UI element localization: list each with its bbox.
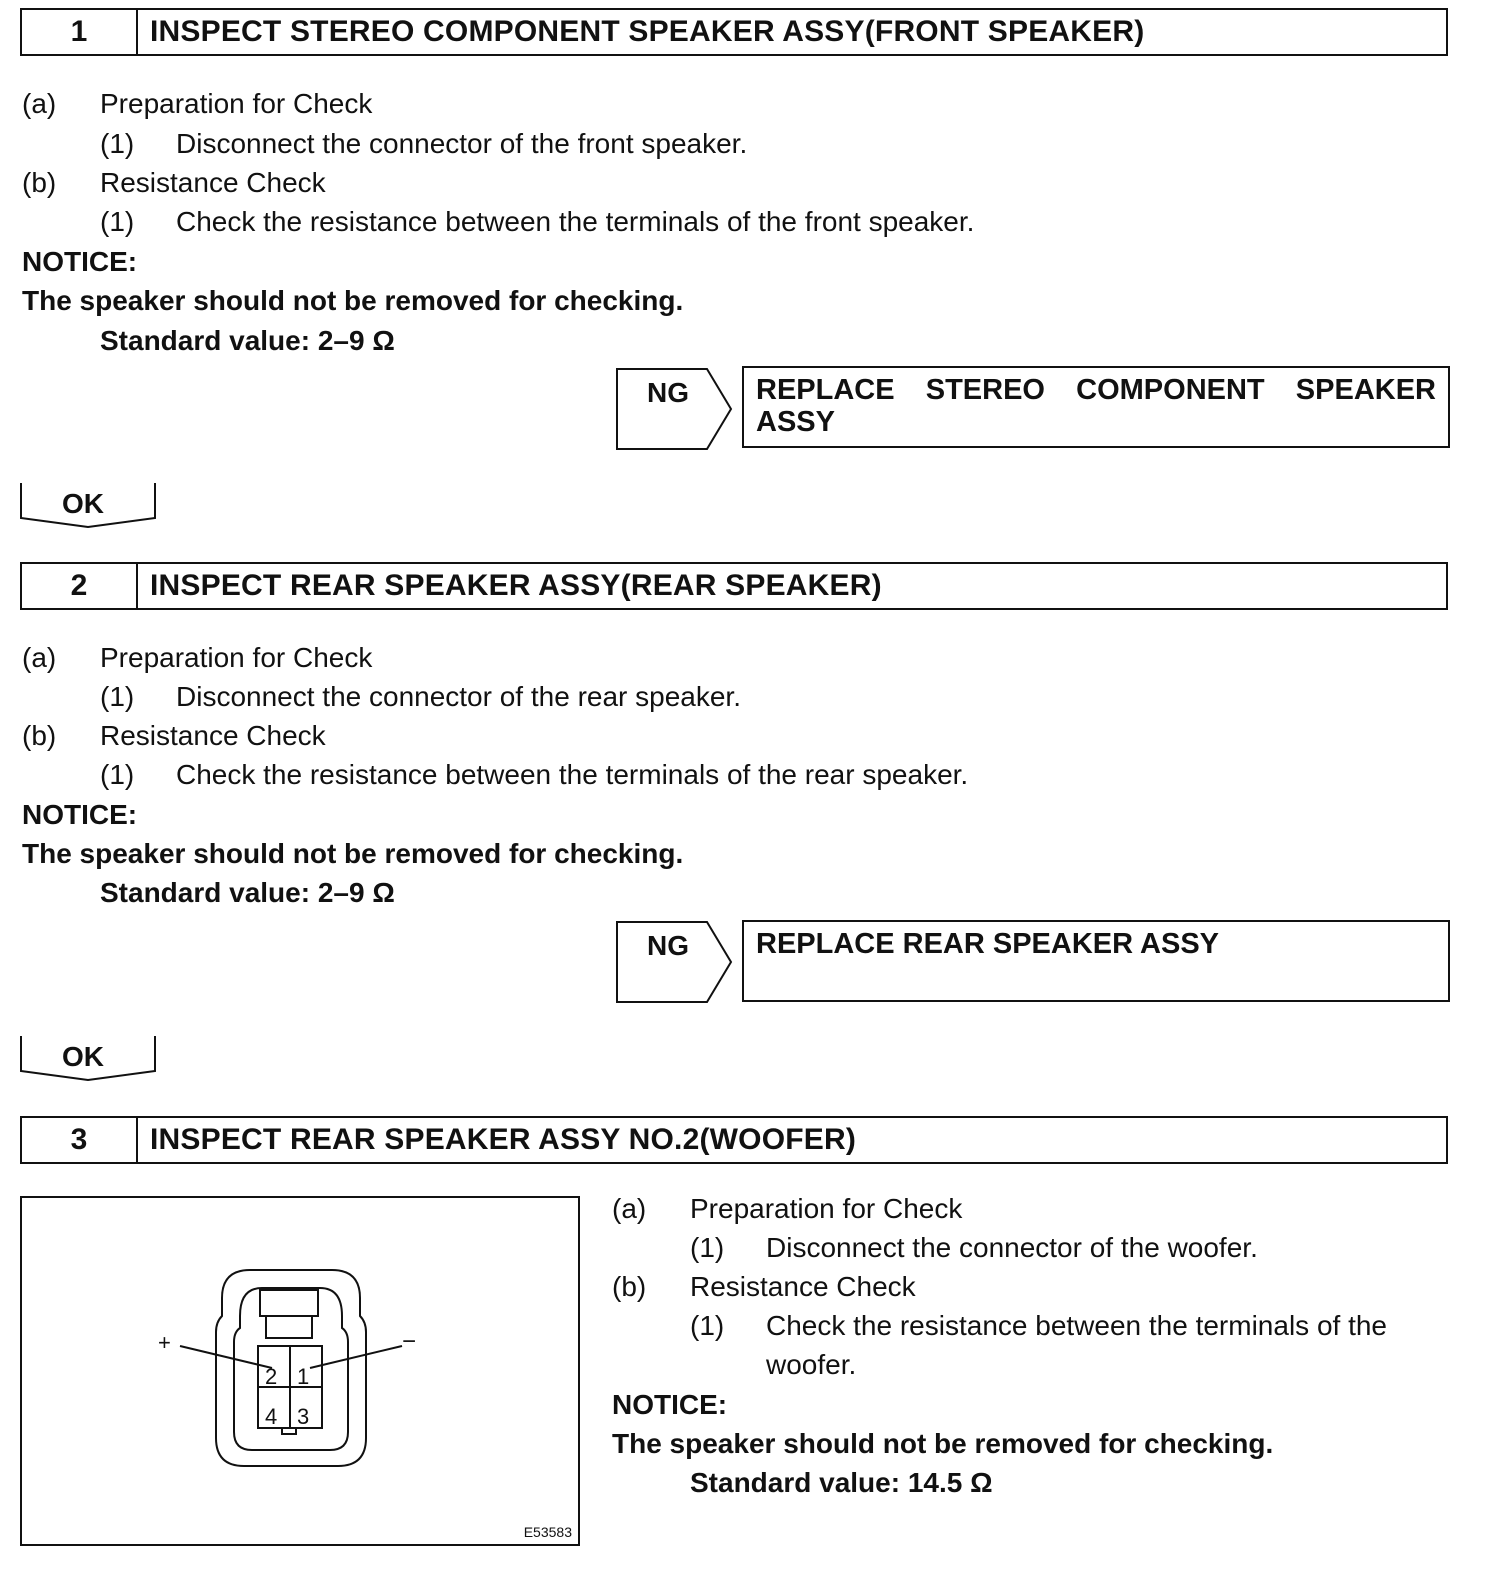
ng-label: NG — [647, 377, 689, 408]
ok-label: OK — [62, 1041, 104, 1072]
ng-action-box — [742, 366, 1450, 448]
item-label: Resistance Check — [100, 720, 326, 751]
step-2-header — [20, 562, 1448, 610]
item-label: Preparation for Check — [690, 1193, 963, 1224]
sub-item-marker: (1) — [100, 128, 135, 159]
item-label: Resistance Check — [100, 167, 326, 198]
pin-label: 4 — [265, 1404, 278, 1429]
item-label: Resistance Check — [690, 1271, 916, 1302]
minus-label: − — [402, 1328, 417, 1355]
pin-label: 2 — [265, 1364, 278, 1389]
sub-item-text: Disconnect the connector of the rear speaker. — [176, 681, 741, 712]
notice-label: NOTICE: — [612, 1389, 728, 1420]
step-title: INSPECT STEREO COMPONENT SPEAKER ASSY(FRONT SPEAKER) — [150, 15, 1145, 48]
sub-item-text-cont: woofer. — [766, 1349, 857, 1380]
sub-item-marker: (1) — [100, 206, 135, 237]
notice-text: The speaker should not be removed for checking. — [612, 1428, 1274, 1459]
notice-text: The speaker should not be removed for checking. — [22, 285, 684, 316]
step-number: 3 — [22, 1118, 138, 1162]
ng-action-box — [742, 920, 1450, 1002]
step-1-header — [20, 8, 1448, 56]
item-marker: (a) — [22, 88, 57, 119]
ng-arrow — [615, 920, 735, 1004]
notice-label: NOTICE: — [22, 246, 138, 277]
sub-item-text: Disconnect the connector of the woofer. — [766, 1232, 1258, 1263]
standard-value: Standard value: 2–9 Ω — [100, 325, 395, 356]
sub-item-marker: (1) — [690, 1310, 725, 1341]
step-number: 1 — [22, 10, 138, 54]
step-number: 2 — [22, 564, 138, 608]
item-label: Preparation for Check — [100, 642, 373, 673]
ng-action-text: REPLACE STEREO COMPONENT SPEAKER ASSY — [756, 374, 1436, 438]
step-title: INSPECT REAR SPEAKER ASSY(REAR SPEAKER) — [150, 569, 882, 602]
ok-label: OK — [62, 488, 104, 519]
standard-value: Standard value: 14.5 Ω — [690, 1467, 993, 1498]
sub-item-text: Check the resistance between the terminals of the rear speaker. — [176, 759, 969, 790]
pin-label: 1 — [297, 1364, 310, 1389]
sub-item-text: Check the resistance between the terminals of the front speaker. — [176, 206, 975, 237]
sub-item-marker: (1) — [100, 681, 135, 712]
sub-item-marker: (1) — [100, 759, 135, 790]
step-3-header — [20, 1116, 1448, 1164]
item-marker: (a) — [612, 1193, 647, 1224]
item-marker: (b) — [612, 1271, 647, 1302]
ok-tag — [20, 1035, 156, 1081]
ok-tag — [20, 482, 156, 528]
sub-item-text: Disconnect the connector of the front speaker. — [176, 128, 748, 159]
ng-label: NG — [647, 930, 689, 961]
notice-text: The speaker should not be removed for checking. — [22, 838, 684, 869]
sub-item-marker: (1) — [690, 1232, 725, 1263]
connector-figure — [20, 1196, 580, 1546]
item-marker: (a) — [22, 642, 57, 673]
sub-item-text: Check the resistance between the terminals of the — [766, 1310, 1388, 1341]
plus-label: + — [158, 1330, 171, 1355]
figure-code: E53583 — [523, 1524, 572, 1540]
item-label: Preparation for Check — [100, 88, 373, 119]
standard-value: Standard value: 2–9 Ω — [100, 877, 395, 908]
ng-action-text: REPLACE REAR SPEAKER ASSY — [756, 928, 1220, 960]
notice-label: NOTICE: — [22, 799, 138, 830]
ng-arrow — [615, 367, 735, 451]
pin-label: 3 — [297, 1404, 310, 1429]
item-marker: (b) — [22, 720, 57, 751]
step-title: INSPECT REAR SPEAKER ASSY NO.2(WOOFER) — [150, 1123, 857, 1156]
item-marker: (b) — [22, 167, 57, 198]
